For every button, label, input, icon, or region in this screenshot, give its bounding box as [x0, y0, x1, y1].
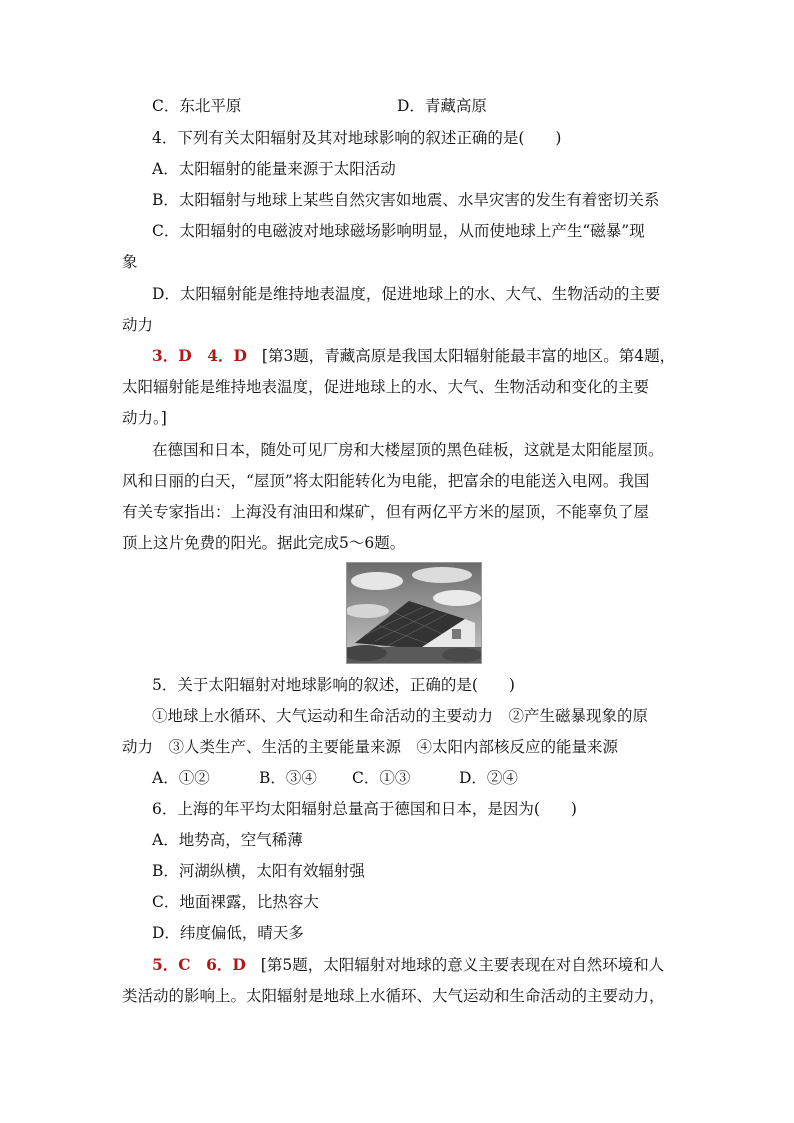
- answer-3-4: 3．D 4．D: [152, 346, 247, 365]
- option-d-q3: D．青藏高原: [397, 97, 487, 115]
- passage-line-4: 顶上这片免费的阳光。据此完成5～6题。: [122, 534, 406, 552]
- q5-option-d: D．②④: [459, 769, 518, 787]
- answer-5-6-line: [152, 955, 664, 975]
- q5-statements-cont: 动力 ③人类生产、生活的主要能量来源 ④太阳内部核反应的能量来源: [122, 738, 619, 756]
- explanation-5-6-cont: 类活动的影响上。太阳辐射是地球上水循环、大气运动和生命活动的主要动力，: [122, 987, 665, 1005]
- answer-5-6: 5．C 6．D: [152, 955, 246, 974]
- q5-option-c: C．①③: [352, 769, 411, 787]
- option-c-q3: C．东北平原: [152, 97, 242, 115]
- question-4: 4．下列有关太阳辐射及其对地球影响的叙述正确的是( ): [152, 129, 562, 147]
- question-6: 6．上海的年平均太阳辐射总量高于德国和日本，是因为( ): [152, 800, 577, 818]
- q6-option-a: A．地势高，空气稀薄: [152, 831, 303, 849]
- explanation-3-4: [第3题，青藏高原是我国太阳辐射能最丰富的地区。第4题，: [261, 347, 676, 365]
- question-5: 5．关于太阳辐射对地球影响的叙述，正确的是( ): [152, 676, 515, 694]
- passage-line-2: 风和日丽的白天，“屋顶”将太阳能转化为电能，把富余的电能送入电网。我国: [122, 472, 650, 490]
- q4-option-a: A．太阳辐射的能量来源于太阳活动: [152, 160, 396, 178]
- solar-house-image: [347, 563, 481, 663]
- q5-statements: ①地球上水循环、大气运动和生命活动的主要动力 ②产生磁暴现象的原: [152, 707, 649, 725]
- q4-option-d-cont: 动力: [122, 316, 154, 334]
- q5-option-b: B．③④: [259, 769, 317, 787]
- q6-option-d: D．纬度偏低，晴天多: [152, 924, 304, 942]
- passage-line-1: 在德国和日本，随处可见厂房和大楼屋顶的黑色硅板，这就是太阳能屋顶。: [152, 441, 664, 459]
- q4-option-c-cont: 象: [122, 253, 138, 271]
- q5-option-a: A．①②: [152, 769, 210, 787]
- q4-option-d: D．太阳辐射能是维持地表温度，促进地球上的水、大气、生物活动的主要: [152, 285, 661, 303]
- q6-option-c: C．地面裸露，比热容大: [152, 893, 319, 911]
- answer-3-4-line: [152, 346, 675, 366]
- q6-option-b: B．河湖纵横，太阳有效辐射强: [152, 862, 365, 880]
- explanation-3-4-end: 动力。]: [122, 409, 167, 427]
- solar-roof-photo: [346, 562, 482, 664]
- passage-line-3: 有关专家指出：上海没有油田和煤矿，但有两亿平方米的屋顶，不能辜负了屋: [122, 503, 650, 521]
- q4-option-b: B．太阳辐射与地球上某些自然灾害如地震、水旱灾害的发生有着密切关系: [152, 191, 660, 209]
- explanation-3-4-cont: 太阳辐射能是维持地表温度，促进地球上的水、大气、生物活动和变化的主要: [122, 378, 650, 396]
- q4-option-c: C．太阳辐射的电磁波对地球磁场影响明显，从而使地球上产生“磁暴”现: [152, 222, 645, 240]
- explanation-5-6: [第5题，太阳辐射对地球的意义主要表现在对自然环境和人: [260, 956, 665, 974]
